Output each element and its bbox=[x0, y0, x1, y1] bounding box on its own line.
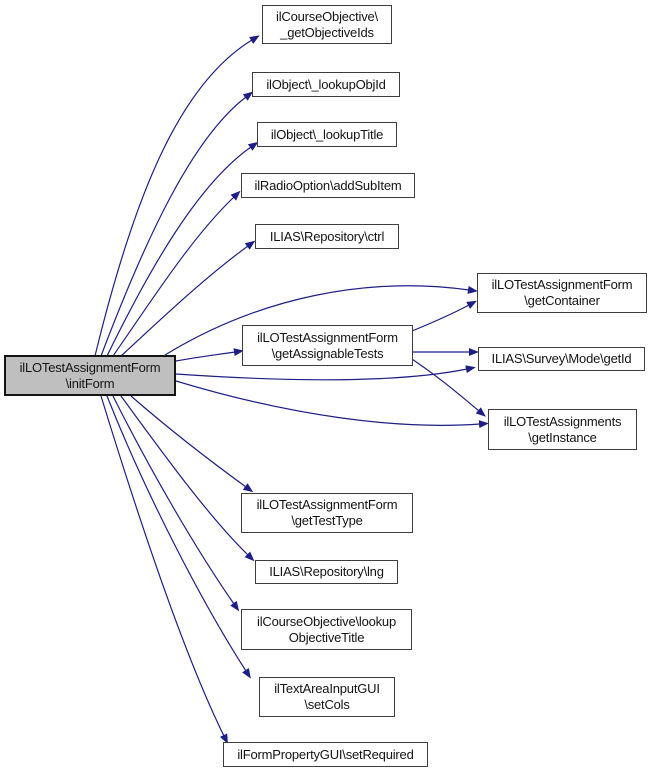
graph-node-getInstance[interactable] bbox=[488, 409, 637, 450]
graph-node-addSubItem[interactable] bbox=[241, 173, 415, 198]
graph-node-getAssignableTests[interactable] bbox=[242, 325, 413, 366]
graph-node-ctrl[interactable] bbox=[255, 224, 399, 249]
edge-initForm-setRequired bbox=[101, 396, 224, 736]
edge-initForm-addSubItem bbox=[113, 197, 234, 356]
edge-initForm-getId bbox=[176, 369, 467, 380]
graph-node-lookupObjId[interactable] bbox=[252, 72, 400, 97]
graph-node-label: ilRadioOption\addSubItem bbox=[254, 177, 402, 193]
graph-node-label: ilLOTestAssignments bbox=[503, 413, 622, 429]
graph-node-label: ilObject\_lookupObjId bbox=[266, 76, 386, 92]
graph-node-label: ilLOTestAssignmentForm bbox=[19, 359, 161, 375]
graph-node-getTestType[interactable] bbox=[241, 493, 413, 533]
edge-initForm-lng bbox=[121, 396, 248, 555]
graph-node-label: ilLOTestAssignmentForm bbox=[256, 497, 398, 512]
graph-node-label: ILIAS\Repository\lng bbox=[269, 564, 384, 579]
graph-node-label: ilCourseObjective\ bbox=[276, 8, 378, 24]
graph-node-label: ILIAS\Survey\Mode\getId bbox=[491, 351, 632, 366]
graph-node-label: \initForm bbox=[65, 375, 115, 391]
edge-initForm-getTestType bbox=[131, 396, 246, 487]
graph-node-lookupObjectiveTitle[interactable] bbox=[241, 609, 412, 650]
graph-node-label: ilObject\_lookupTitle bbox=[270, 126, 384, 142]
graph-node-lookupTitle[interactable] bbox=[257, 122, 397, 147]
graph-node-label: \getInstance bbox=[528, 429, 597, 445]
graph-node-label: ilCourseObjective\lookup bbox=[257, 613, 396, 629]
edge-initForm-setCols bbox=[107, 396, 246, 671]
graph-node-label: \getAssignableTests bbox=[271, 345, 384, 361]
graph-node-getObjectiveIds[interactable] bbox=[262, 5, 392, 44]
graph-node-setCols[interactable] bbox=[259, 677, 395, 717]
graph-node-label: ilLOTestAssignmentForm bbox=[491, 277, 633, 292]
graph-node-label: ObjectiveTitle bbox=[288, 629, 365, 645]
graph-node-label: _getObjectiveIds bbox=[280, 24, 374, 40]
edge-initForm-lookupTitle bbox=[107, 147, 251, 356]
graph-node-label: ilLOTestAssignmentForm bbox=[257, 329, 398, 345]
graph-node-initForm bbox=[4, 355, 176, 396]
graph-node-getId[interactable] bbox=[478, 347, 645, 371]
graph-node-label: \getTestType bbox=[291, 513, 363, 528]
graph-node-label: \getContainer bbox=[524, 293, 600, 308]
edge-initForm-lookupObjId bbox=[101, 97, 246, 356]
edge-getAssignableTests-getContainer bbox=[412, 305, 469, 331]
graph-node-label: ilFormPropertyGUI\setRequired bbox=[237, 746, 414, 762]
graph-node-setRequired[interactable] bbox=[223, 742, 428, 767]
graph-node-getContainer[interactable] bbox=[477, 273, 647, 313]
edge-initForm-ctrl bbox=[121, 246, 248, 356]
edge-getAssignableTests-getInstance bbox=[412, 359, 479, 411]
edge-initForm-lookupObjectiveTitle bbox=[113, 396, 234, 604]
graph-node-label: ilTextAreaInputGUI bbox=[274, 681, 380, 696]
graph-node-label: \setCols bbox=[304, 697, 350, 712]
graph-node-label: ILIAS\Repository\ctrl bbox=[269, 228, 385, 244]
edge-initForm-getAssignableTests bbox=[176, 352, 235, 361]
edge-initForm-getInstance bbox=[176, 381, 480, 425]
graph-node-lng[interactable] bbox=[255, 560, 398, 584]
